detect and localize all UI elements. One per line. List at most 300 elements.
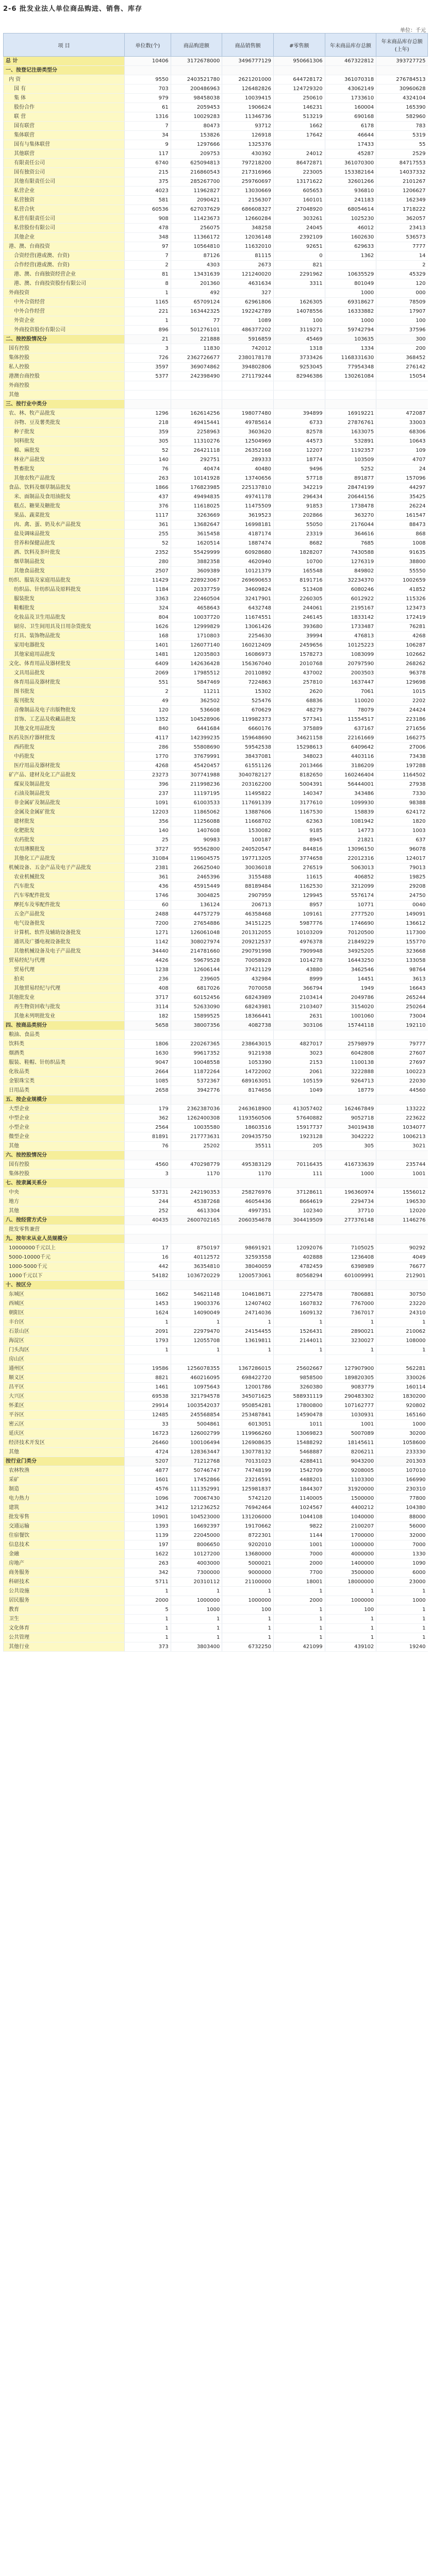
cell-value: 2 [125, 261, 171, 270]
table-row [4, 1448, 428, 1457]
cell-value: 4620940 [222, 557, 274, 567]
cell-value: 236 [125, 975, 171, 984]
cell-value: 76677 [376, 1262, 428, 1272]
cell-value: 1000 [325, 316, 376, 326]
cell-value: 2600702165 [171, 1216, 222, 1225]
cell-value: 1 [171, 1615, 222, 1624]
cell-value [274, 1234, 325, 1244]
cell-value: 2890021 [325, 1327, 376, 1336]
table-section-row [4, 1457, 428, 1466]
table-row [4, 363, 428, 372]
cell-value: 12203 [125, 808, 171, 817]
cell-value: 15488292 [274, 1438, 325, 1448]
cell-value: 290791998 [222, 947, 274, 956]
cell-value [171, 66, 222, 75]
cell-value: 12055708 [171, 1336, 222, 1346]
cell-value: 1100138 [325, 1058, 376, 1067]
cell-value: 1401 [125, 641, 171, 650]
cell-value [325, 381, 376, 391]
cell-value: 78079 [325, 706, 376, 715]
cell-value: 109 [376, 446, 428, 455]
cell-value: 5658 [125, 1021, 171, 1030]
row-label: 汽车批发 [4, 882, 125, 891]
cell-value: 588931119 [274, 1392, 325, 1401]
row-label: 烟草制品批发 [4, 557, 125, 567]
cell-value: 2 [376, 261, 428, 270]
cell-value [125, 1225, 171, 1234]
cell-value: 7 [125, 122, 171, 131]
cell-value: 153382164 [325, 168, 376, 177]
cell-value: 55 [376, 140, 428, 149]
cell-value: 40480 [222, 465, 274, 474]
cell-value: 000 [376, 289, 428, 298]
cell-value: 1170 [222, 1170, 274, 1179]
table-row [4, 1578, 428, 1587]
row-label: 其他食品批发 [4, 567, 125, 576]
cell-value: 22979470 [171, 1327, 222, 1336]
cell-value: 1 [274, 1615, 325, 1624]
row-label: 经济技术开发区 [4, 1438, 125, 1448]
cell-value: 123473 [376, 604, 428, 613]
cell-value: 221 [125, 307, 171, 316]
cell-value: 2153 [274, 1058, 325, 1067]
cell-value: 21 [125, 335, 171, 344]
cell-value: 71212768 [171, 1457, 222, 1466]
cell-value: 30960628 [376, 84, 428, 94]
cell-value: 280 [125, 557, 171, 567]
cell-value: 17452866 [171, 1476, 222, 1485]
cell-value: 256075 [171, 224, 222, 233]
cell-value [325, 1355, 376, 1364]
cell-value: 4003000 [171, 1559, 222, 1568]
cell-value: 11495822 [222, 789, 274, 799]
cell-value: 10700 [274, 557, 325, 567]
row-label: 内 资 [4, 75, 125, 84]
cell-value: 303106 [274, 1021, 325, 1030]
cell-value: 1 [222, 1624, 274, 1633]
cell-value: 15054 [376, 372, 428, 381]
cell-value: 215 [125, 168, 171, 177]
cell-value: 14078556 [274, 307, 325, 316]
cell-value: 1622 [125, 1550, 171, 1559]
table-section-row [4, 1021, 428, 1030]
cell-value: 25602667 [274, 1364, 325, 1374]
cell-value: 10901 [125, 1513, 171, 1522]
cell-value: 2176044 [325, 520, 376, 530]
cell-value: 7685 [325, 539, 376, 548]
cell-value [171, 1225, 222, 1234]
cell-value: 1053390 [222, 1058, 274, 1067]
cell-value: 54621148 [171, 1290, 222, 1299]
row-label: 贸易经纪与代理 [4, 956, 125, 965]
cell-value: 7430588 [325, 548, 376, 557]
cell-value: 100 [376, 316, 428, 326]
cell-value: 368452 [376, 353, 428, 363]
row-label: 中外合资经营 [4, 298, 125, 307]
table-row [4, 1077, 428, 1086]
cell-value: 77800 [376, 1494, 428, 1503]
cell-value: 242190353 [171, 1188, 222, 1197]
cell-value: 492 [171, 289, 222, 298]
row-label: 金属及金属矿批发 [4, 808, 125, 817]
cell-value: 1085 [125, 1077, 171, 1086]
cell-value: 24714036 [222, 1309, 274, 1318]
cell-value: 1089 [222, 316, 274, 326]
cell-value: 1081942 [325, 817, 376, 826]
cell-value: 61003533 [171, 799, 222, 808]
cell-value: 22030 [376, 1077, 428, 1086]
cell-value: 2059453 [171, 103, 222, 112]
cell-value: 1192357 [325, 446, 376, 455]
table-row [4, 520, 428, 530]
cell-value: 1003 [376, 826, 428, 836]
cell-value: 34925205 [325, 947, 376, 956]
cell-value: 703 [125, 84, 171, 94]
row-label: 交通运输 [4, 1522, 125, 1531]
table-section-row [4, 335, 428, 344]
cell-value: 257810 [274, 678, 325, 687]
cell-value: 23220 [376, 1299, 428, 1309]
cell-value: 1906624 [222, 103, 274, 112]
cell-value: 233330 [376, 1448, 428, 1457]
cell-value [274, 1225, 325, 1234]
cell-value: 159648690 [222, 734, 274, 743]
cell-value [274, 391, 325, 400]
cell-value: 421099 [274, 1642, 325, 1652]
cell-value: 88000 [376, 1513, 428, 1522]
cell-value: 18774 [274, 455, 325, 465]
cell-value: 2777520 [325, 910, 376, 919]
cell-value: 119982373 [222, 715, 274, 724]
cell-value: 1015 [376, 687, 428, 697]
cell-value: 37596 [376, 326, 428, 335]
cell-value: 629633 [325, 242, 376, 251]
cell-value: 13887606 [222, 808, 274, 817]
cell-value: 950661306 [274, 57, 325, 66]
cell-value: 26460 [125, 1438, 171, 1448]
cell-value [222, 381, 274, 391]
row-label: 房地产 [4, 1559, 125, 1568]
cell-value: 1609132 [274, 1309, 325, 1318]
cell-value: 9208005 [325, 1466, 376, 1476]
cell-value: 3040782127 [222, 771, 274, 780]
cell-value: 111 [274, 1170, 325, 1179]
cell-value: 366794 [274, 984, 325, 993]
cell-value: 2061 [274, 1067, 325, 1077]
cell-value: 269690653 [222, 576, 274, 585]
cell-value: 125981837 [222, 1485, 274, 1494]
cell-value: 1034077 [376, 1123, 428, 1132]
cell-value: 6441684 [171, 724, 222, 734]
cell-value: 69318627 [325, 298, 376, 307]
cell-value: 304419509 [274, 1216, 325, 1225]
cell-value: 536608 [171, 706, 222, 715]
cell-value: 625094813 [171, 159, 222, 168]
cell-value: 1556012 [376, 1188, 428, 1197]
cell-value: 70067430 [171, 1494, 222, 1503]
cell-value: 936810 [325, 187, 376, 196]
table-row [4, 1336, 428, 1346]
cell-value: 16998181 [222, 520, 274, 530]
cell-value: 1 [171, 1587, 222, 1596]
cell-value: 15899525 [171, 1012, 222, 1021]
row-label: 批发零售兼营 [4, 1225, 125, 1234]
cell-value: 4827017 [274, 1040, 325, 1049]
cell-value: 13069823 [274, 1429, 325, 1438]
cell-value: 290483302 [325, 1392, 376, 1401]
cell-value: 12606144 [171, 965, 222, 975]
row-label: 大型企业 [4, 1105, 125, 1114]
cell-value: 1806 [125, 1040, 171, 1049]
cell-value: 4268 [376, 632, 428, 641]
table-row [4, 1188, 428, 1197]
cell-value: 5004861 [171, 1420, 222, 1429]
cell-value: 525476 [222, 697, 274, 706]
table-row [4, 214, 428, 224]
table-row [4, 845, 428, 854]
cell-value: 292751 [171, 455, 222, 465]
cell-value: 1262400308 [171, 1114, 222, 1123]
cell-value: 402888 [274, 1253, 325, 1262]
cell-value: 8945 [274, 836, 325, 845]
table-row [4, 780, 428, 789]
cell-value: 342 [125, 1568, 171, 1578]
table-row [4, 632, 428, 641]
cell-value: 2003503 [325, 669, 376, 678]
cell-value [125, 400, 171, 409]
cell-value: 4187174 [222, 530, 274, 539]
cell-value: 56000 [376, 1522, 428, 1531]
cell-value: 32601266 [325, 177, 376, 187]
row-label: 集体控股 [4, 1170, 125, 1179]
cell-value: 2100207 [325, 1522, 376, 1531]
cell-value: 624172 [376, 808, 428, 817]
cell-value: 27697 [376, 1058, 428, 1067]
cell-value: 203162200 [222, 780, 274, 789]
cell-value: 4613304 [171, 1207, 222, 1216]
cell-value: 55429999 [171, 548, 222, 557]
row-label: 其他 [4, 1142, 125, 1151]
cell-value: 230310 [376, 1485, 428, 1494]
cell-value: 437002 [274, 669, 325, 678]
cell-value: 495383129 [222, 1160, 274, 1170]
table-row [4, 557, 428, 567]
table-section-row [4, 1179, 428, 1188]
cell-value: 11668702 [222, 817, 274, 826]
table-row [4, 854, 428, 863]
cell-value: 209753 [171, 149, 222, 159]
cell-value: 1637447 [325, 678, 376, 687]
cell-value: 153826 [171, 131, 222, 140]
cell-value: 0 [274, 251, 325, 261]
cell-value: 3882358 [171, 557, 222, 567]
cell-value: 17800800 [274, 1401, 325, 1411]
cell-value: 9822 [274, 1522, 325, 1531]
cell-value: 11211 [171, 687, 222, 697]
cell-value: 52 [125, 539, 171, 548]
cell-value [222, 66, 274, 75]
table-row [4, 446, 428, 455]
table-row [4, 1132, 428, 1142]
row-label: 房山区 [4, 1355, 125, 1364]
column-header: 单位数(个) [125, 33, 171, 57]
cell-value: 79013 [376, 863, 428, 873]
cell-value: 263 [125, 474, 171, 483]
cell-value: 3603620 [222, 428, 274, 437]
cell-value: 99617352 [171, 1049, 222, 1058]
cell-value: 1000 [376, 1596, 428, 1605]
cell-value: 1200573061 [222, 1272, 274, 1281]
cell-value: 80568294 [274, 1272, 325, 1281]
cell-value: 3609389 [171, 567, 222, 576]
cell-value: 1091 [125, 799, 171, 808]
cell-value: 3363 [125, 595, 171, 604]
table-row [4, 659, 428, 669]
cell-value: 1330 [376, 1550, 428, 1559]
table-row [4, 307, 428, 316]
cell-value: 34621158 [274, 734, 325, 743]
table-row [4, 1346, 428, 1355]
row-label: 化妆品及卫生用品批发 [4, 613, 125, 622]
row-label: 贸易代理 [4, 965, 125, 975]
row-label: 公共管理 [4, 1633, 125, 1642]
cell-value: 979 [125, 94, 171, 103]
cell-value: 189820305 [325, 1374, 376, 1383]
row-label: 合资经营(港或澳、台资) [4, 251, 125, 261]
table-row [4, 1438, 428, 1448]
row-label: 饮料类 [4, 1040, 125, 1049]
cell-value: 1 [376, 1615, 428, 1624]
cell-value: 1014278 [274, 956, 325, 965]
table-row [4, 344, 428, 353]
table-row [4, 205, 428, 214]
table-row [4, 465, 428, 474]
cell-value: 1 [376, 1346, 428, 1355]
cell-value: 1000 [171, 1605, 222, 1615]
table-row [4, 1429, 428, 1438]
cell-value: 46054436 [222, 1197, 274, 1207]
cell-value: 5987776 [274, 919, 325, 928]
table-row [4, 326, 428, 335]
cell-value: 10406 [125, 57, 171, 66]
cell-value: 93712 [222, 122, 274, 131]
cell-value: 212901 [376, 1272, 428, 1281]
table-row [4, 1476, 428, 1485]
cell-value: 1601 [125, 1476, 171, 1485]
cell-value: 1006213 [376, 1132, 428, 1142]
row-label: 教育 [4, 1605, 125, 1615]
cell-value: 3023 [274, 1049, 325, 1058]
row-label: 私营有限责任公司 [4, 214, 125, 224]
cell-value: 28474199 [325, 483, 376, 493]
cell-value: 361070318 [325, 75, 376, 84]
cell-value: 2291962 [274, 270, 325, 279]
cell-value: 209212537 [222, 938, 274, 947]
cell-value: 221888 [171, 335, 222, 344]
cell-value: 239605 [171, 975, 222, 984]
cell-value: 9264713 [325, 1077, 376, 1086]
cell-value: 5372367 [171, 1077, 222, 1086]
cell-value: 2403521780 [171, 75, 222, 84]
cell-value: 12999829 [171, 622, 222, 632]
cell-value: 1036720229 [171, 1272, 222, 1281]
statistics-table [3, 33, 428, 1652]
cell-value: 7061 [325, 687, 376, 697]
table-row [4, 1309, 428, 1318]
cell-value: 1624 [125, 1309, 171, 1318]
cell-value: 5063013 [325, 863, 376, 873]
row-label: 海淀区 [4, 1336, 125, 1346]
table-row [4, 1485, 428, 1494]
cell-value: 13061426 [222, 622, 274, 632]
table-row [4, 1364, 428, 1374]
cell-value: 220267365 [171, 1040, 222, 1049]
table-row [4, 1642, 428, 1652]
cell-value: 35425 [376, 493, 428, 502]
cell-value: 90292 [376, 1244, 428, 1253]
cell-value: 18145611 [325, 1438, 376, 1448]
cell-value: 6732250 [222, 1642, 274, 1652]
table-section-row [4, 1281, 428, 1290]
row-label: 石油及制品批发 [4, 789, 125, 799]
cell-value: 3 [125, 1170, 171, 1179]
cell-value: 5007089 [325, 1429, 376, 1438]
cell-value: 1 [274, 1587, 325, 1596]
cell-value: 2060354678 [222, 1216, 274, 1225]
cell-value: 285267700 [171, 177, 222, 187]
cell-value: 300 [376, 335, 428, 344]
cell-value: 11197195 [171, 789, 222, 799]
cell-value: 157096 [376, 474, 428, 483]
table-row [4, 140, 428, 149]
column-header: 年末商品库存总额 [325, 33, 376, 57]
cell-value: 250610 [274, 94, 325, 103]
table-row [4, 678, 428, 687]
table-row [4, 1392, 428, 1401]
cell-value: 7367017 [325, 1309, 376, 1318]
cell-value: 644728172 [274, 75, 325, 84]
cell-value: 5576174 [325, 891, 376, 901]
cell-value: 1 [222, 1318, 274, 1327]
cell-value [222, 1281, 274, 1290]
cell-value: 197288 [376, 761, 428, 771]
cell-value: 30036018 [222, 863, 274, 873]
cell-value: 3222888 [325, 1067, 376, 1077]
cell-value: 1 [222, 1633, 274, 1642]
table-row [4, 669, 428, 678]
table-row [4, 1559, 428, 1568]
cell-value: 142399235 [171, 734, 222, 743]
table-row [4, 84, 428, 94]
cell-value: 2673 [222, 261, 274, 270]
cell-value: 2202 [376, 697, 428, 706]
cell-value: 2907959 [222, 891, 274, 901]
cell-value: 46644 [325, 131, 376, 140]
cell-value: 133058 [376, 956, 428, 965]
cell-value: 6409642 [325, 743, 376, 752]
cell-value: 31920000 [325, 1485, 376, 1494]
row-label: 肉、禽、蛋、奶及水产品批发 [4, 520, 125, 530]
cell-value: 1770 [125, 752, 171, 761]
row-label: 盐及调味品批发 [4, 530, 125, 539]
row-label: 汽车零配件批发 [4, 891, 125, 901]
cell-value: 1662 [274, 122, 325, 131]
row-label: 制造 [4, 1485, 125, 1494]
cell-value: 24424 [376, 706, 428, 715]
cell-value: 68054614 [325, 205, 376, 214]
cell-value: 20110892 [222, 669, 274, 678]
cell-value: 783 [376, 122, 428, 131]
